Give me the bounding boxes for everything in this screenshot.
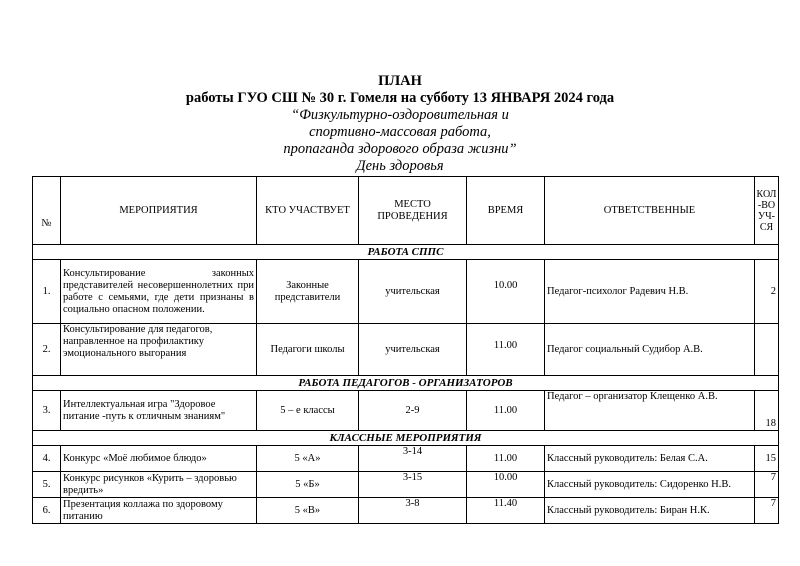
- col-participants: КТО УЧАСТВУЕТ: [257, 177, 359, 245]
- section-row: [33, 376, 779, 391]
- cell-num: 5.: [33, 472, 61, 498]
- cell-event: Интеллектуальная игра "Здоровое питание -путь к отличным знаниям": [61, 391, 257, 431]
- cell-count: 15: [755, 446, 779, 472]
- cell-num: 2.: [33, 324, 61, 376]
- cell-participants: 5 – е классы: [257, 391, 359, 431]
- cell-responsible: Классный руководитель: Сидоренко Н.В.: [545, 472, 755, 498]
- section-row: [33, 431, 779, 446]
- cell-responsible: Классный руководитель: Белая С.А.: [545, 446, 755, 472]
- table-row: [33, 446, 779, 472]
- cell-place: 3-15: [359, 472, 467, 498]
- cell-count: 7: [755, 498, 779, 524]
- cell-responsible: Педагог – организатор Клещенко А.В.: [545, 391, 755, 431]
- cell-count: 7: [755, 472, 779, 498]
- col-count: КОЛ-ВО УЧ-СЯ: [755, 177, 779, 245]
- col-responsible: ОТВЕТСТВЕННЫЕ: [545, 177, 755, 245]
- plan-subtitle: работы ГУО СШ № 30 г. Гомеля на субботу 13 ЯНВАРЯ 2024 года: [185, 90, 615, 106]
- cell-count: 18: [755, 391, 779, 431]
- cell-count: 2: [755, 260, 779, 324]
- cell-time: 11.00: [467, 324, 545, 376]
- col-time: ВРЕМЯ: [467, 177, 545, 245]
- table-row: [33, 260, 779, 324]
- cell-time: 11.00: [467, 391, 545, 431]
- plan-table: [32, 176, 779, 524]
- cell-time: 10.00: [467, 260, 545, 324]
- cell-event: Презентация коллажа по здоровому питанию: [61, 498, 257, 524]
- section-title: РАБОТА ПЕДАГОГОВ - ОРГАНИЗАТОРОВ: [33, 376, 779, 391]
- cell-time: 11.00: [467, 446, 545, 472]
- cell-place: учительская: [359, 324, 467, 376]
- cell-num: 3.: [33, 391, 61, 431]
- cell-participants: 5 «В»: [257, 498, 359, 524]
- theme-line-4: День здоровья: [356, 158, 444, 174]
- cell-time: 10.00: [467, 472, 545, 498]
- col-event: МЕРОПРИЯТИЯ: [61, 177, 257, 245]
- theme-line-3: пропаганда здорового образа жизни”: [283, 141, 517, 157]
- cell-responsible: Классный руководитель: Биран Н.К.: [545, 498, 755, 524]
- col-place: МЕСТО ПРОВЕДЕНИЯ: [359, 177, 467, 245]
- cell-participants: 5 «А»: [257, 446, 359, 472]
- cell-responsible: Педагог-психолог Радевич Н.В.: [545, 260, 755, 324]
- plan-title: ПЛАН: [378, 73, 422, 89]
- cell-count: [755, 324, 779, 376]
- table-row: [33, 472, 779, 498]
- cell-participants: Законные представители: [257, 260, 359, 324]
- section-title: РАБОТА СППС: [33, 245, 779, 260]
- cell-time: 11.40: [467, 498, 545, 524]
- col-num: №: [33, 177, 61, 245]
- document-header: [0, 73, 800, 175]
- cell-place: 2-9: [359, 391, 467, 431]
- theme-line-1: “Физкультурно-оздоровительная и: [291, 107, 509, 123]
- cell-num: 1.: [33, 260, 61, 324]
- cell-place: 3-14: [359, 446, 467, 472]
- section-title: КЛАССНЫЕ МЕРОПРИЯТИЯ: [33, 431, 779, 446]
- table-row: [33, 324, 779, 376]
- table-row: [33, 391, 779, 431]
- cell-participants: 5 «Б»: [257, 472, 359, 498]
- cell-responsible: Педагог социальный Судибор А.В.: [545, 324, 755, 376]
- cell-event: Конкурс «Моё любимое блюдо»: [61, 446, 257, 472]
- cell-event: Консультирование для педагогов, направленное на профилактику эмоционального выгорания: [61, 324, 257, 376]
- cell-num: 6.: [33, 498, 61, 524]
- cell-place: 3-8: [359, 498, 467, 524]
- cell-num: 4.: [33, 446, 61, 472]
- table-header-row: [33, 177, 779, 245]
- theme-line-2: спортивно-массовая работа,: [309, 124, 491, 140]
- section-row: [33, 245, 779, 260]
- cell-event: Консультирование законных представителей несовершеннолетних при работе с семьями, где дети признаны в социально опасном положении.: [61, 260, 257, 324]
- cell-event: Конкурс рисунков «Курить – здоровью вредить»: [61, 472, 257, 498]
- cell-place: учительская: [359, 260, 467, 324]
- table-row: [33, 498, 779, 524]
- cell-participants: Педагоги школы: [257, 324, 359, 376]
